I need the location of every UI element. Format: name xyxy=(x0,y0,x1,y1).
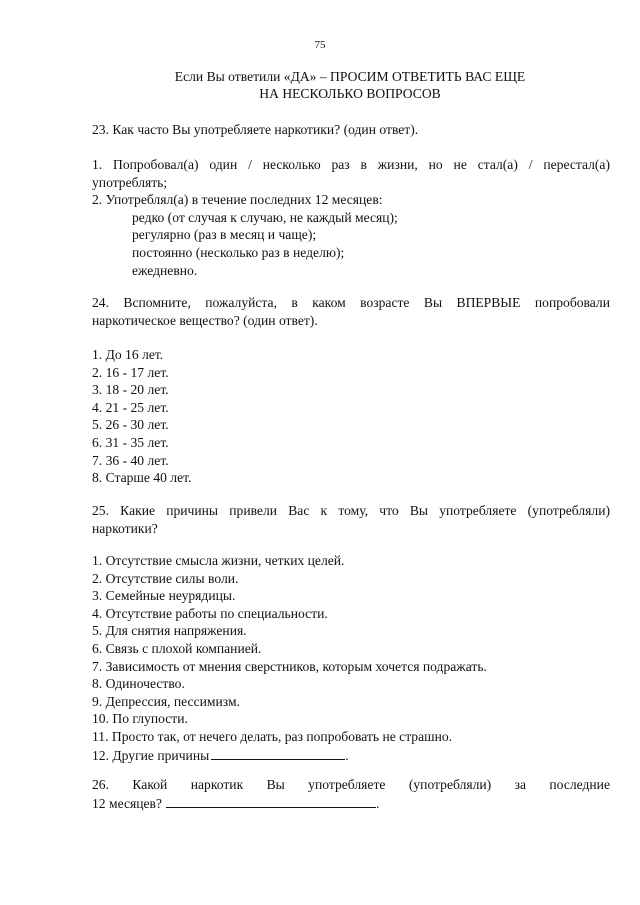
question-25-text-line-2: наркотики? xyxy=(92,520,158,536)
q25-option: 2. Отсутствие силы воли. xyxy=(92,570,239,586)
q25-option: 4. Отсутствие работы по специальности. xyxy=(92,605,328,621)
q25-option: 11. Просто так, от нечего делать, раз попробовать не страшно. xyxy=(92,728,453,744)
q24-option: 8. Старше 40 лет. xyxy=(92,470,192,486)
q23-sub-option: редко (от случая к случаю, не каждый месяц); xyxy=(132,209,398,225)
question-24-options xyxy=(92,346,610,487)
question-23 xyxy=(92,121,610,139)
q24-option: 3. 18 - 20 лет. xyxy=(92,382,169,398)
q23-option-2: 2. Употреблял(а) в течение последних 12 месяцев: xyxy=(92,192,383,208)
q25-option: 1. Отсутствие смысла жизни, четких целей. xyxy=(92,553,345,568)
drug-name-blank-field[interactable] xyxy=(166,794,376,808)
question-26-text-line-1: 26. Какой наркотик Вы употребляете (употребляли) за последние xyxy=(92,777,610,792)
question-26-text-line-2 xyxy=(92,794,610,812)
question-23-options xyxy=(92,156,610,279)
q25-option: 3. Семейные неурядицы. xyxy=(92,588,236,604)
q23-option-1-line-2: употреблять; xyxy=(92,174,168,190)
question-24-text-line-1: 24. Вспомните, пожалуйста, в каком возрасте Вы ВПЕРВЫЕ попробовали xyxy=(92,295,610,310)
q23-sub-option: постоянно (несколько раз в неделю); xyxy=(132,244,345,260)
question-25 xyxy=(92,502,610,537)
q24-option: 1. До 16 лет. xyxy=(92,347,164,362)
question-23-text: 23. Как часто Вы употребляете наркотики? (один ответ). xyxy=(92,122,419,137)
section-header xyxy=(150,68,550,102)
question-26-line-2-label: 12 месяцев? xyxy=(92,795,163,811)
question-25-text-line-1: 25. Какие причины привели Вас к тому, что Вы употребляете (употребляли) xyxy=(92,503,610,518)
q24-option: 6. 31 - 35 лет. xyxy=(92,434,169,450)
question-25-options xyxy=(92,552,610,763)
q24-option: 2. 16 - 17 лет. xyxy=(92,364,169,380)
q25-option: 9. Депрессия, пессимизм. xyxy=(92,693,240,709)
header-line-2: НА НЕСКОЛЬКО ВОПРОСОВ xyxy=(259,86,441,101)
page-number: 75 xyxy=(314,39,326,51)
q23-sub-option: регулярно (раз в месяц и чаще); xyxy=(132,227,317,243)
q25-option: 8. Одиночество. xyxy=(92,676,185,692)
q23-sub-option: ежедневно. xyxy=(132,262,198,278)
q25-option-12-end: . xyxy=(345,747,349,763)
question-26-end: . xyxy=(376,795,380,811)
q25-option-12-label: 12. Другие причины xyxy=(92,747,210,763)
question-24 xyxy=(92,294,610,329)
other-reasons-blank-field[interactable] xyxy=(211,746,345,760)
q24-option: 5. 26 - 30 лет. xyxy=(92,417,169,433)
question-26 xyxy=(92,776,610,811)
q25-option: 6. Связь с плохой компанией. xyxy=(92,640,262,656)
q25-option: 7. Зависимость от мнения сверстников, которым хочется подражать. xyxy=(92,658,487,674)
q25-option-12 xyxy=(92,746,610,764)
question-24-text-line-2: наркотическое вещество? (один ответ). xyxy=(92,312,318,328)
q25-option: 10. По глупости. xyxy=(92,711,188,727)
q24-option: 4. 21 - 25 лет. xyxy=(92,399,169,415)
q25-option: 5. Для снятия напряжения. xyxy=(92,623,247,639)
q24-option: 7. 36 - 40 лет. xyxy=(92,452,169,468)
q23-option-1-line-1: 1. Попробовал(а) один / несколько раз в жизни, но не стал(а) / перестал(а) xyxy=(92,157,610,172)
header-line-1: Если Вы ответили «ДА» – ПРОСИМ ОТВЕТИТЬ ВАС ЕЩЕ xyxy=(174,69,526,84)
